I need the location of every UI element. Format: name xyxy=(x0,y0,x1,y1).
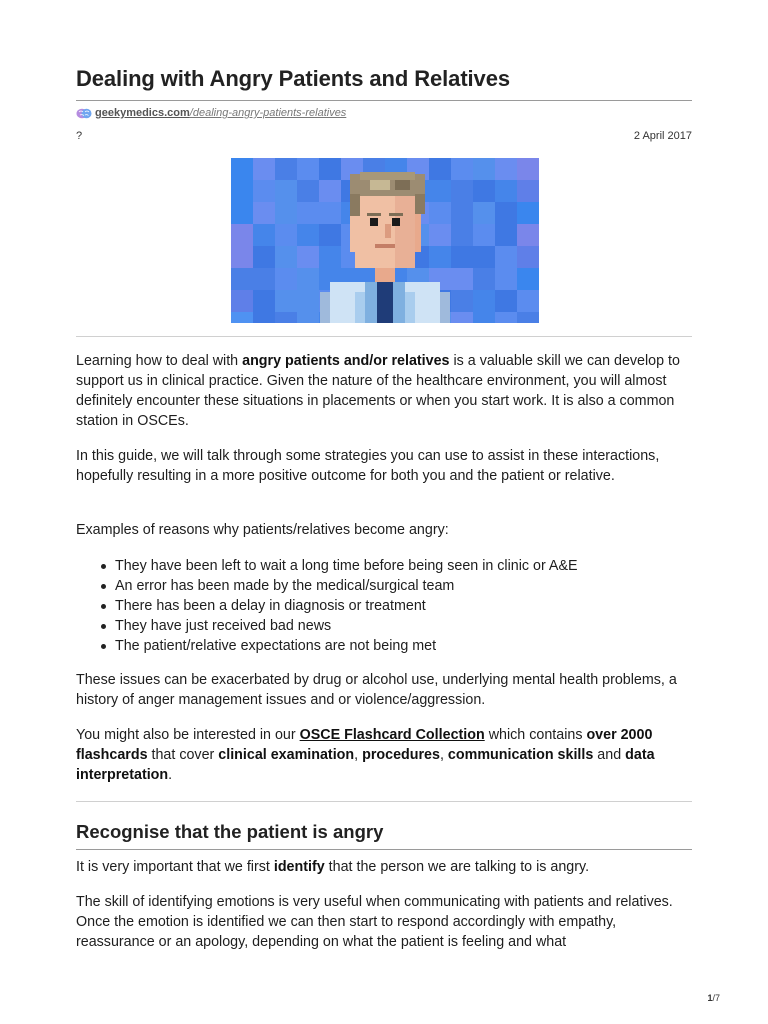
list-item: An error has been made by the medical/surgical team xyxy=(76,576,578,596)
source-link[interactable] xyxy=(76,107,346,119)
list-item: The patient/relative expectations are not being met xyxy=(76,636,578,656)
reasons-list xyxy=(76,556,578,656)
hero-image xyxy=(231,158,539,323)
publish-date: 2 April 2017 xyxy=(633,130,692,142)
section-heading: Recognise that the patient is angry xyxy=(76,821,384,842)
flashcard-collection-link[interactable]: OSCE Flashcard Collection xyxy=(299,727,485,743)
list-item: They have been left to wait a long time before being seen in clinic or A&E xyxy=(76,556,578,576)
exacerbated-paragraph: These issues can be exacerbated by drug or alcohol use, underlying mental health problems, a history of anger management issues and or violence/aggression. xyxy=(76,672,677,708)
emotions-paragraph: The skill of identifying emotions is very useful when communicating with patients and relatives. Once the emotion is identified we can then start to respond accordingly with empathy, reassurance or an apology, depending on what the patient is feeling and what xyxy=(76,894,673,950)
page-number: 1/7 xyxy=(707,993,720,1003)
examples-intro: Examples of reasons why patients/relatives become angry: xyxy=(76,522,449,538)
guide-paragraph: In this guide, we will talk through some strategies you can use to assist in these interactions, hopefully resulting in a more positive outcome for both you and the patient or relative. xyxy=(76,448,660,484)
identify-paragraph: It is very important that we first identify that the person we are talking to is angry. xyxy=(76,859,590,875)
list-item: There has been a delay in diagnosis or treatment xyxy=(76,596,578,616)
brain-icon xyxy=(76,108,92,119)
author: ? xyxy=(76,130,83,142)
source-path[interactable]: /dealing-angry-patients-relatives xyxy=(189,107,347,119)
list-item: They have just received bad news xyxy=(76,616,578,636)
heading-divider xyxy=(76,849,692,850)
section-divider xyxy=(76,801,692,802)
promo-paragraph: You might also be interested in our OSCE Flashcard Collection which contains over 2000 flashcards that cover clinical examination, procedures, communication skills and data interpretation. xyxy=(76,727,655,783)
source-domain[interactable]: geekymedics.com xyxy=(95,107,190,119)
section-divider xyxy=(76,336,692,337)
page-title: Dealing with Angry Patients and Relatives xyxy=(76,66,510,91)
title-divider xyxy=(76,100,692,101)
intro-paragraph: Learning how to deal with angry patients and/or relatives is a valuable skill we can develop to support us in clinical practice. Given the nature of the healthcare environment, you will almost definitely encounter these situations in placements or when you start work. It is also a common station in OSCEs. xyxy=(76,353,680,429)
